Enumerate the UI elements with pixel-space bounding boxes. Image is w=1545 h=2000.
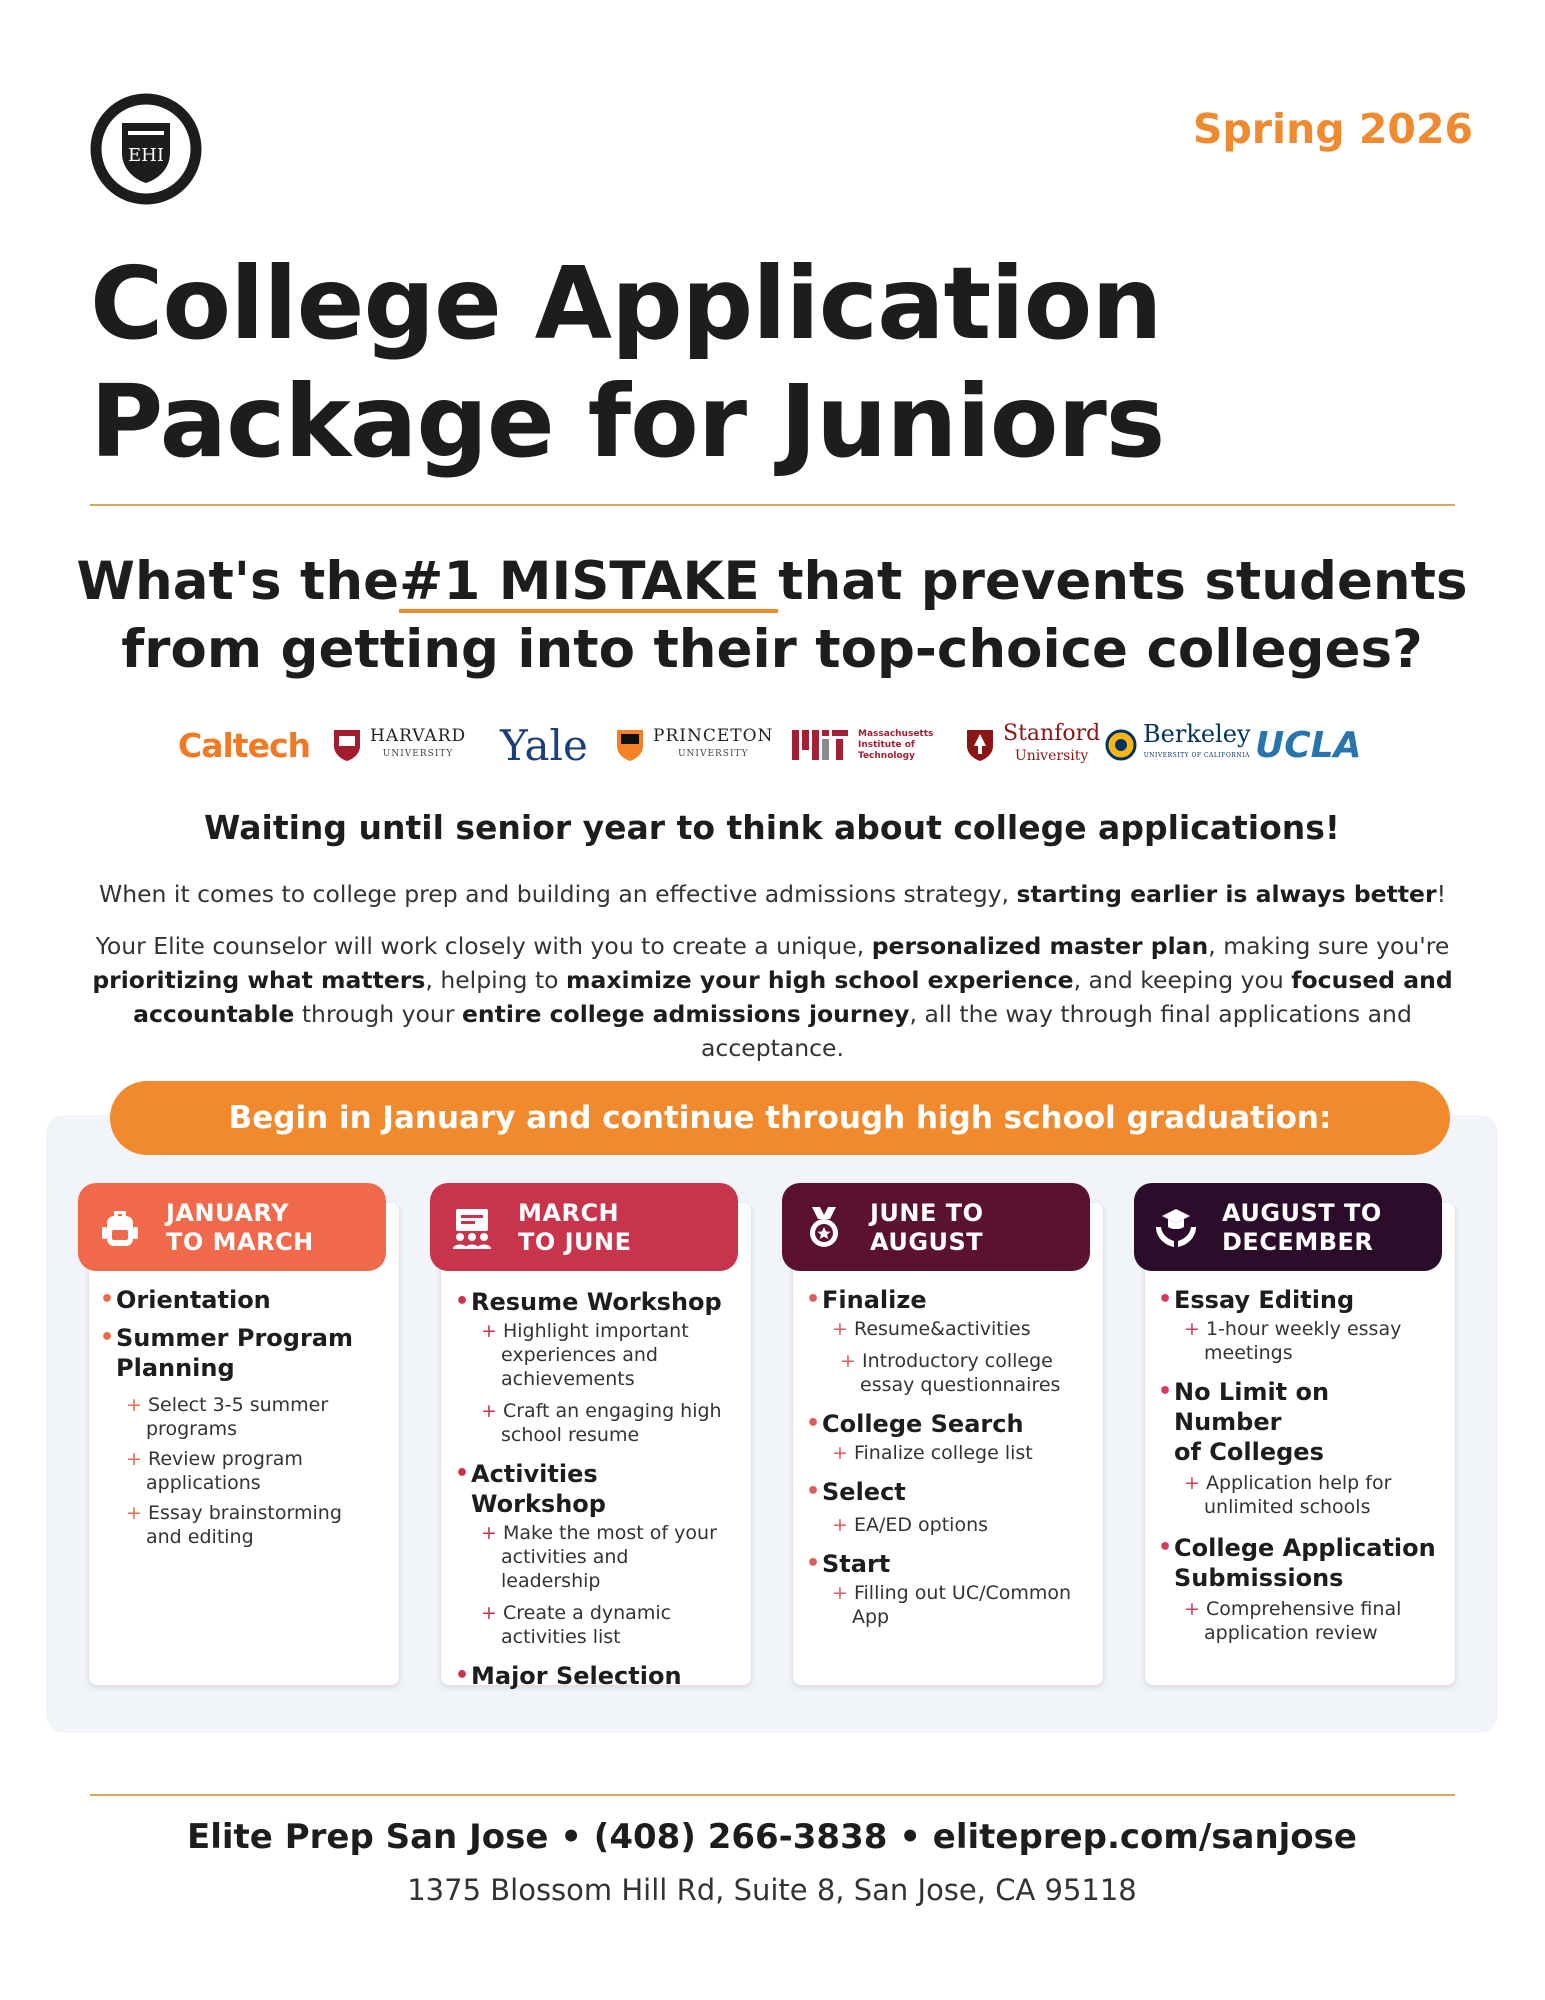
caltech-logo [178, 715, 310, 775]
berkeley-text: Berkeley [1143, 720, 1251, 748]
yale-logo [500, 715, 588, 775]
intro-paragraph-1: When it comes to college prep and building an effective admissions strategy, starting earlier is always better! [98, 880, 1447, 908]
list-subitem: + Finalize college list [806, 1441, 1076, 1465]
list-subitem: + Craft an engaging high school resume [455, 1399, 725, 1447]
header-jan-mar-line1: JANUARY [166, 1199, 289, 1227]
list-item: • Resume Workshop [455, 1287, 725, 1317]
list-item: • Essay Editing [1158, 1285, 1443, 1315]
list-item: • Major Selection [455, 1661, 725, 1691]
princeton-logo [615, 715, 773, 775]
princeton-shield-icon [615, 728, 645, 762]
princeton-sub: UNIVERSITY [677, 749, 749, 759]
list-item: • Start [806, 1549, 1076, 1579]
list-item: • Orientation [100, 1285, 370, 1315]
list-subitem: + Resume&activities [806, 1317, 1076, 1341]
mit-line3: Technology [858, 750, 915, 761]
list-subitem: + Highlight important experiences and achievements [455, 1319, 725, 1391]
list-subitem: + Comprehensive final application review [1158, 1597, 1443, 1645]
footer-contact: Elite Prep San Jose • (408) 266-3838 • eliteprep.com/sanjose [187, 1817, 1357, 1857]
title-line-1: College Application [90, 245, 1162, 362]
stanford-sub: University [1014, 748, 1089, 764]
list-subitem: + Application help for unlimited schools [1158, 1471, 1443, 1519]
presentation-icon [448, 1203, 496, 1251]
ucla-text: UCLA [1255, 724, 1362, 766]
list-item: • No Limit on Number of Colleges [1158, 1377, 1443, 1467]
stanford-tree-icon [965, 728, 995, 762]
princeton-text: PRINCETON [653, 726, 774, 746]
graduation-hands-icon [1152, 1203, 1200, 1251]
list-item: • Summer Program Planning [100, 1323, 370, 1383]
list-subitem: + Select 3-5 summer programs [100, 1393, 370, 1441]
intro-subhead: Waiting until senior year to think about college applications! [204, 808, 1340, 847]
mit-line2: Institute of [858, 739, 915, 750]
mit-logo [792, 715, 933, 775]
backpack-icon [96, 1203, 144, 1251]
mit-bars-icon [792, 730, 848, 760]
list-subitem: + Introductory college essay questionnaires [806, 1349, 1076, 1397]
timeline-header-jun-aug [782, 1183, 1090, 1271]
timeline-header-mar-jun [430, 1183, 738, 1271]
harvard-logo [332, 715, 466, 775]
timeline-banner: Begin in January and continue through high school graduation: [110, 1081, 1450, 1155]
list-subitem: + Make the most of your activities and leadership [455, 1521, 725, 1593]
bottom-divider [90, 1794, 1455, 1796]
header-jan-mar-line2: TO MARCH [166, 1228, 314, 1256]
university-logos [170, 715, 1380, 775]
list-subitem: + Create a dynamic activities list [455, 1601, 725, 1649]
timeline-list-jun-aug [806, 1285, 1076, 1629]
stanford-logo [965, 715, 1100, 775]
list-item: • College Application Submissions [1158, 1533, 1443, 1593]
timeline-header-jan-mar [78, 1183, 386, 1271]
top-divider [90, 504, 1455, 506]
headline-line2: from getting into their top-choice colleges? [121, 619, 1423, 680]
ucla-logo [1255, 715, 1361, 775]
header-mar-jun-line1: MARCH [518, 1199, 620, 1227]
logo-text: EHI [128, 145, 164, 166]
berkeley-logo [1105, 715, 1251, 775]
footer-address: 1375 Blossom Hill Rd, Suite 8, San Jose, CA 95118 [407, 1873, 1137, 1907]
header-mar-jun-line2: TO JUNE [518, 1228, 632, 1256]
harvard-shield-icon [332, 728, 362, 762]
title-line-2: Package for Juniors [90, 363, 1165, 480]
page-title [90, 245, 1164, 481]
mit-line1: Massachusetts [858, 728, 934, 739]
timeline-list-mar-jun [455, 1287, 725, 1691]
list-item: • Select [806, 1477, 1076, 1507]
harvard-sub: UNIVERSITY [382, 749, 454, 759]
season-label: Spring 2026 [1192, 105, 1473, 153]
list-subitem: + 1-hour weekly essay meetings [1158, 1317, 1443, 1365]
list-item: • Activities Workshop [455, 1459, 725, 1519]
headline-part2: that prevents students [778, 551, 1468, 612]
berkeley-seal-icon [1105, 729, 1137, 761]
caltech-text: Caltech [178, 725, 311, 765]
yale-text: Yale [500, 720, 588, 770]
intro-paragraph-2: Your Elite counselor will work closely with you to create a unique, personalized master plan, making sure you're prioritizing what matters, helping to maximize your high school experience, and keeping you focused and accountable through your entire college admissions journey, all the way through final applications and acceptance. [92, 932, 1453, 1062]
headline-part1: What's the [76, 551, 400, 612]
stanford-text: Stanford [1003, 721, 1101, 746]
list-subitem: + Filling out UC/Common App [806, 1581, 1076, 1629]
harvard-text: HARVARD [370, 726, 467, 746]
header-jun-aug-line1: JUNE TO [870, 1199, 984, 1227]
list-subitem: + EA/ED options [806, 1513, 1076, 1537]
list-item: • College Search [806, 1409, 1076, 1439]
header-jun-aug-line2: AUGUST [870, 1228, 984, 1256]
list-item: • Finalize [806, 1285, 1076, 1315]
medal-icon [800, 1203, 848, 1251]
headline [72, 548, 1472, 684]
timeline-list-jan-mar [100, 1285, 370, 1549]
header-aug-dec-line2: DECEMBER [1222, 1228, 1374, 1256]
timeline-list-aug-dec [1158, 1285, 1443, 1645]
berkeley-sub: UNIVERSITY OF CALIFORNIA [1143, 752, 1250, 759]
list-subitem: + Review program applications [100, 1447, 370, 1495]
timeline-header-aug-dec [1134, 1183, 1442, 1271]
list-subitem: + Essay brainstorming and editing [100, 1501, 370, 1549]
headline-highlight: #1 MISTAKE [399, 551, 779, 612]
brand-logo [90, 93, 202, 205]
header-aug-dec-line1: AUGUST TO [1222, 1199, 1382, 1227]
